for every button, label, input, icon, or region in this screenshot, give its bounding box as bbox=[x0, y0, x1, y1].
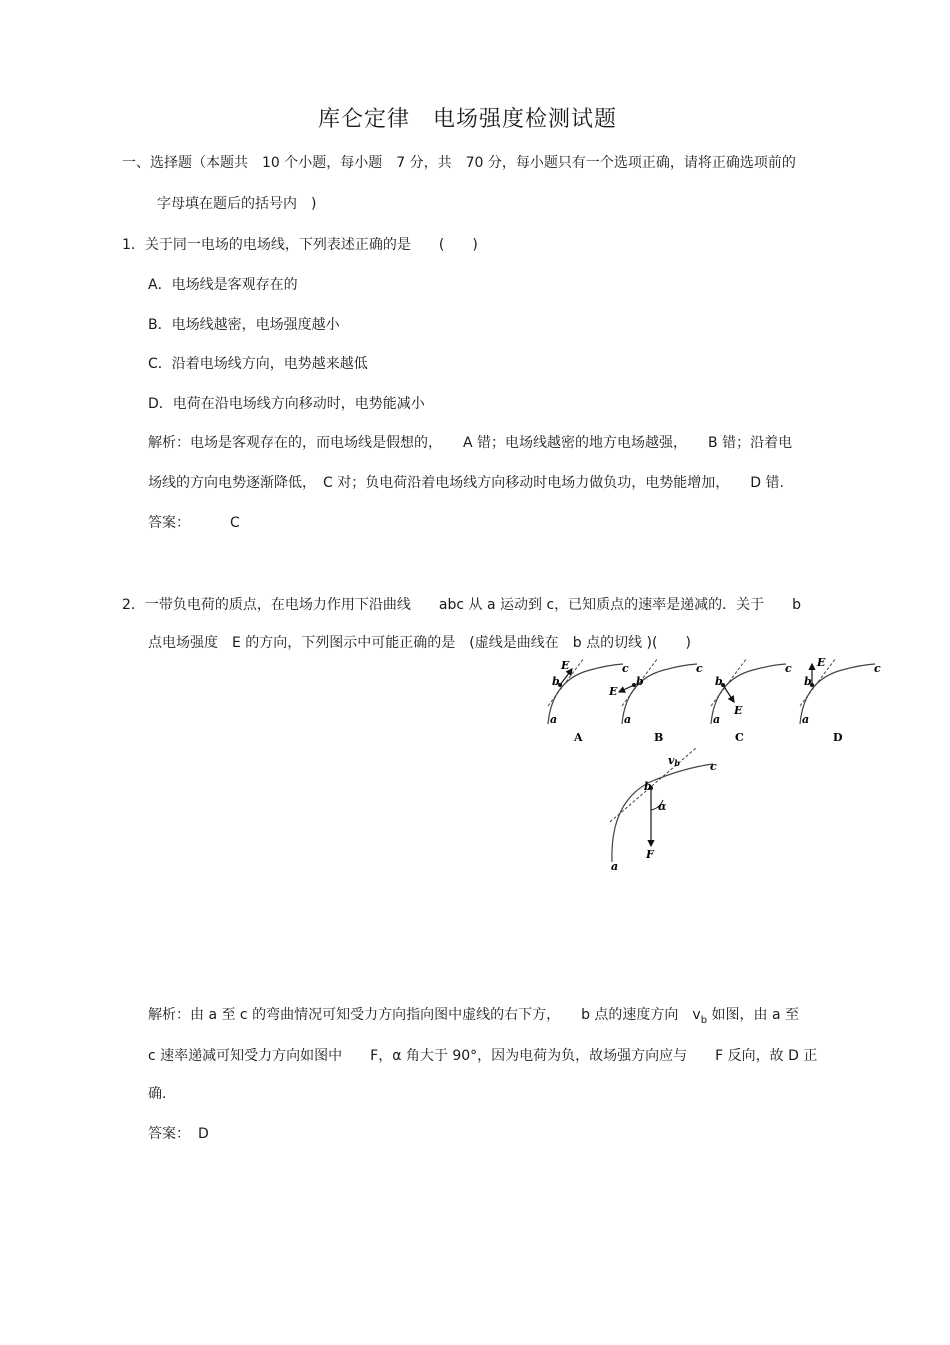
section-instructions-line1: 一、选择题（本题共 10 个小题，每小题 7 分，共 70 分，每小题只有一个选项正确，请将正确选项前的 bbox=[122, 155, 796, 171]
question-2-analysis-line3: 确. bbox=[148, 1086, 167, 1102]
answer-value: C bbox=[230, 515, 240, 531]
label-c: c bbox=[785, 662, 792, 675]
solution-diagram bbox=[610, 748, 717, 873]
question-1-option-d: D．电荷在沿电场线方向移动时，电势能减小 bbox=[148, 396, 425, 412]
label-c: c bbox=[622, 662, 629, 675]
label-e: E bbox=[561, 659, 570, 672]
page-title: 库仑定律 电场强度检测试题 bbox=[318, 107, 618, 132]
label-b: b bbox=[644, 780, 652, 793]
answer-label: 答案： bbox=[148, 1126, 190, 1142]
analysis-text-b: 如图，由 a 至 bbox=[707, 1007, 799, 1023]
label-a: a bbox=[550, 713, 558, 726]
label-a: a bbox=[713, 713, 721, 726]
question-1-stem: 1．关于同一电场的电场线，下列表述正确的是 ( ) bbox=[122, 237, 478, 253]
question-2-stem-line1: 2．一带负电荷的质点，在电场力作用下沿曲线 abc 从 a 运动到 c，已知质点的速率是递减的．关于 b bbox=[122, 597, 802, 613]
label-b: b bbox=[804, 675, 812, 688]
answer-value: D bbox=[198, 1126, 209, 1142]
label-b: b bbox=[552, 675, 560, 688]
analysis-subscript: b bbox=[700, 1014, 708, 1026]
answer-label: 答案： bbox=[148, 515, 190, 531]
label-v-sub: b bbox=[674, 758, 680, 768]
question-1-option-c: C．沿着电场线方向，电势越来越低 bbox=[148, 356, 368, 372]
question-2-figure bbox=[538, 652, 881, 877]
question-1-option-b: B．电场线越密，电场强度越小 bbox=[148, 317, 340, 333]
label-e: E bbox=[734, 704, 743, 717]
label-b: b bbox=[715, 675, 723, 688]
label-a: a bbox=[611, 860, 619, 873]
option-d-diagram bbox=[800, 656, 881, 744]
label-c: c bbox=[696, 662, 703, 675]
question-2-stem-line2: 点电场强度 E 的方向，下列图示中可能正确的是 (虚线是曲线在 b 点的切线 )( ) bbox=[148, 635, 691, 651]
label-c: c bbox=[710, 760, 717, 773]
option-c-diagram bbox=[711, 658, 792, 744]
question-2-analysis-line2: c 速率递减可知受力方向如图中 F，α 角大于 90°，因为电荷为负，故场强方向应与 F 反向，故 D 正 bbox=[148, 1048, 818, 1064]
section-instructions-line2: 字母填在题后的括号内 ) bbox=[157, 196, 317, 212]
label-c: c bbox=[874, 662, 881, 675]
caption-a: A bbox=[574, 731, 583, 744]
question-2-analysis-line1 bbox=[148, 1004, 799, 1026]
label-b: b bbox=[636, 675, 644, 688]
question-1-analysis-line2: 场线的方向电势逐渐降低， C 对；负电荷沿着电场线方向移动时电场力做负功，电势能增加， D 错. bbox=[148, 475, 784, 491]
question-1-analysis-line1: 解析：电场是客观存在的，而电场线是假想的， A 错；电场线越密的地方电场越强， B 错；沿着电 bbox=[148, 435, 793, 451]
option-a-diagram bbox=[548, 658, 632, 744]
label-a: a bbox=[802, 713, 810, 726]
question-2-answer bbox=[148, 1123, 209, 1143]
question-1-answer bbox=[148, 512, 240, 532]
label-e: E bbox=[609, 685, 618, 698]
label-alpha: α bbox=[658, 800, 667, 813]
label-v bbox=[668, 754, 680, 768]
label-a: a bbox=[624, 713, 632, 726]
label-e: E bbox=[817, 656, 826, 669]
caption-b: B bbox=[654, 731, 664, 744]
label-f: F bbox=[646, 848, 654, 861]
caption-d: D bbox=[833, 731, 843, 744]
question-1-option-a: A．电场线是客观存在的 bbox=[148, 277, 298, 293]
label-v-base: v bbox=[668, 754, 675, 767]
analysis-text-a: 解析：由 a 至 c 的弯曲情况可知受力方向指向图中虚线的右下方， b 点的速度方向 v bbox=[148, 1007, 701, 1023]
caption-c: C bbox=[735, 731, 744, 744]
